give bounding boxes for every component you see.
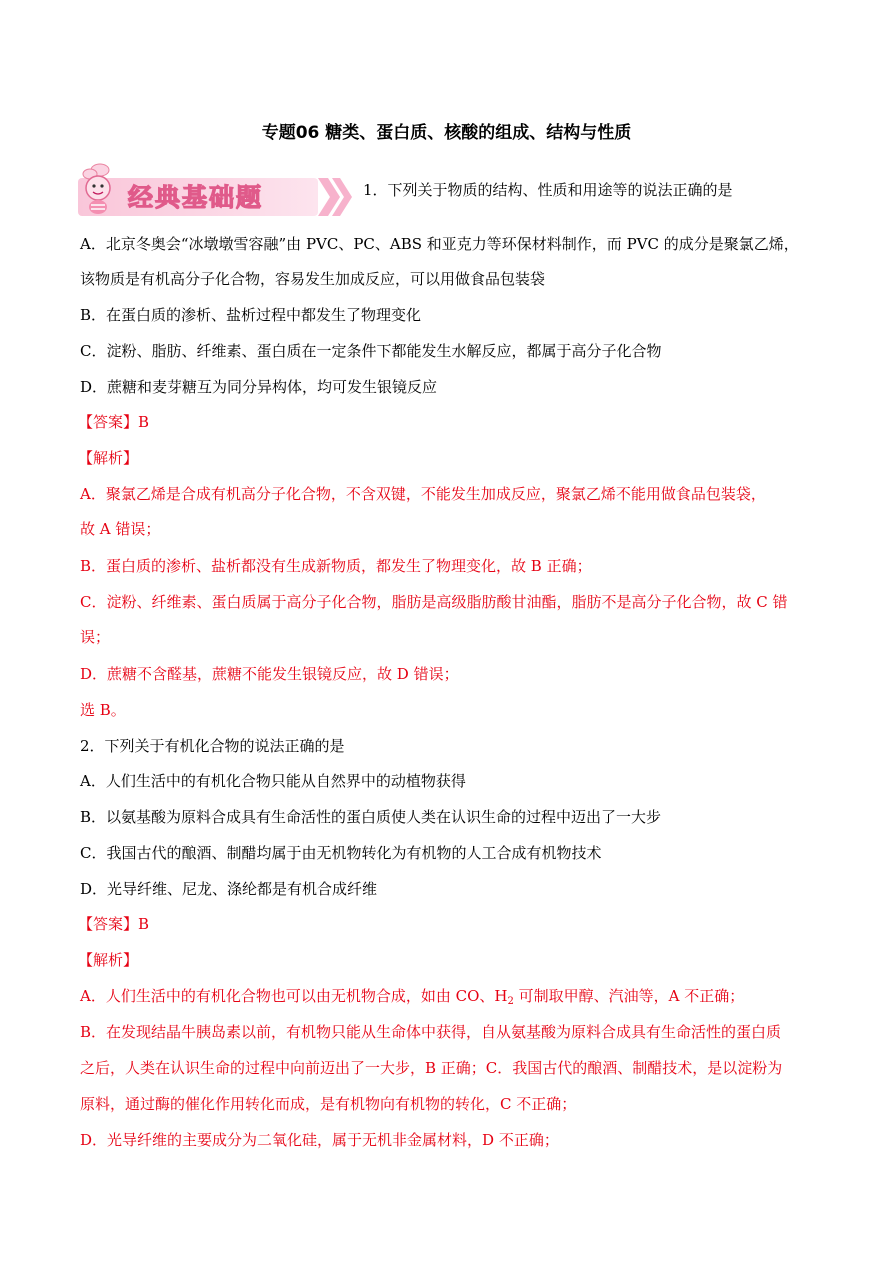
q1-option-b: B．在蛋白质的渗析、盐析过程中都发生了物理变化 (80, 306, 422, 324)
q1-explanation-a-line1: A．聚氯乙烯是合成有机高分子化合物，不含双键，不能发生加成反应，聚氯乙烯不能用做食品包装袋， (80, 485, 766, 503)
banner-classic-basics (78, 160, 360, 220)
q1-option-c: C．淀粉、脂肪、纤维素、蛋白质在一定条件下都能发生水解反应，都属于高分子化合物 (80, 342, 662, 360)
q1-answer: 【答案】B (78, 413, 150, 431)
q1-option-a-line2: 该物质是有机高分子化合物，容易发生加成反应，可以用做食品包装袋 (80, 270, 546, 288)
q2-explanation-c-line: 原料，通过酶的催化作用转化而成，是有机物向有机物的转化，C 不正确； (80, 1095, 577, 1113)
q1-option-d: D．蔗糖和麦芽糖互为同分异构体，均可发生银镜反应 (80, 378, 438, 396)
q2-stem: 2．下列关于有机化合物的说法正确的是 (80, 737, 345, 755)
banner-text: 经典基础题 (128, 183, 264, 212)
q1-analysis-label: 【解析】 (78, 449, 139, 467)
q2-explanation-b-line1: B．在发现结晶牛胰岛素以前，有机物只能从生命体中获得，自从氨基酸为原料合成具有生命活性的蛋白质 (80, 1023, 782, 1041)
q1-option-a-line1: A．北京冬奥会“冰墩墩雪容融”由 PVC、PC、ABS 和亚克力等环保材料制作，而 PVC 的成分是聚氯乙烯， (80, 235, 799, 253)
q2-explanation-a: A．人们生活中的有机化合物也可以由无机物合成，如由 CO、$H_2$ 可制取甲醇、汽油等，A 不正确； (80, 987, 745, 1007)
q2-answer: 【答案】B (78, 915, 150, 933)
q1-stem: 1．下列关于物质的结构、性质和用途等的说法正确的是 (363, 181, 733, 199)
page-title: 专题06 糖类、蛋白质、核酸的组成、结构与性质 (261, 123, 632, 143)
q2-explanation-d: D．光导纤维的主要成分为二氧化硅，属于无机非金属材料，D 不正确； (80, 1131, 559, 1149)
q2-option-d: D．光导纤维、尼龙、涤纶都是有机合成纤维 (80, 880, 378, 898)
q2-option-c: C．我国古代的酿酒、制醋均属于由无机物转化为有机物的人工合成有机物技术 (80, 844, 602, 862)
q2-explanation-b-line2: 之后，人类在认识生命的过程中向前迈出了一大步，B 正确；C．我国古代的酿酒、制醋技术，是以淀粉为 (80, 1059, 783, 1077)
q1-conclusion: 选 B。 (80, 701, 126, 719)
q1-explanation-b: B．蛋白质的渗析、盐析都没有生成新物质，都发生了物理变化，故 B 正确； (80, 557, 592, 575)
q1-explanation-a-line2: 故 A 错误； (80, 520, 161, 538)
q2-option-b: B．以氨基酸为原料合成具有生命活性的蛋白质使人类在认识生命的过程中迈出了一大步 (80, 808, 662, 826)
q2-analysis-label: 【解析】 (78, 951, 139, 969)
q1-explanation-c-line2: 误； (80, 628, 111, 646)
q2-option-a: A．人们生活中的有机化合物只能从自然界中的动植物获得 (80, 772, 466, 790)
q1-explanation-d: D．蔗糖不含醛基，蔗糖不能发生银镜反应，故 D 错误； (80, 665, 459, 683)
q1-explanation-c-line1: C．淀粉、纤维素、蛋白质属于高分子化合物，脂肪是高级脂肪酸甘油酯，脂肪不是高分子化合物，故 C 错 (80, 593, 788, 611)
